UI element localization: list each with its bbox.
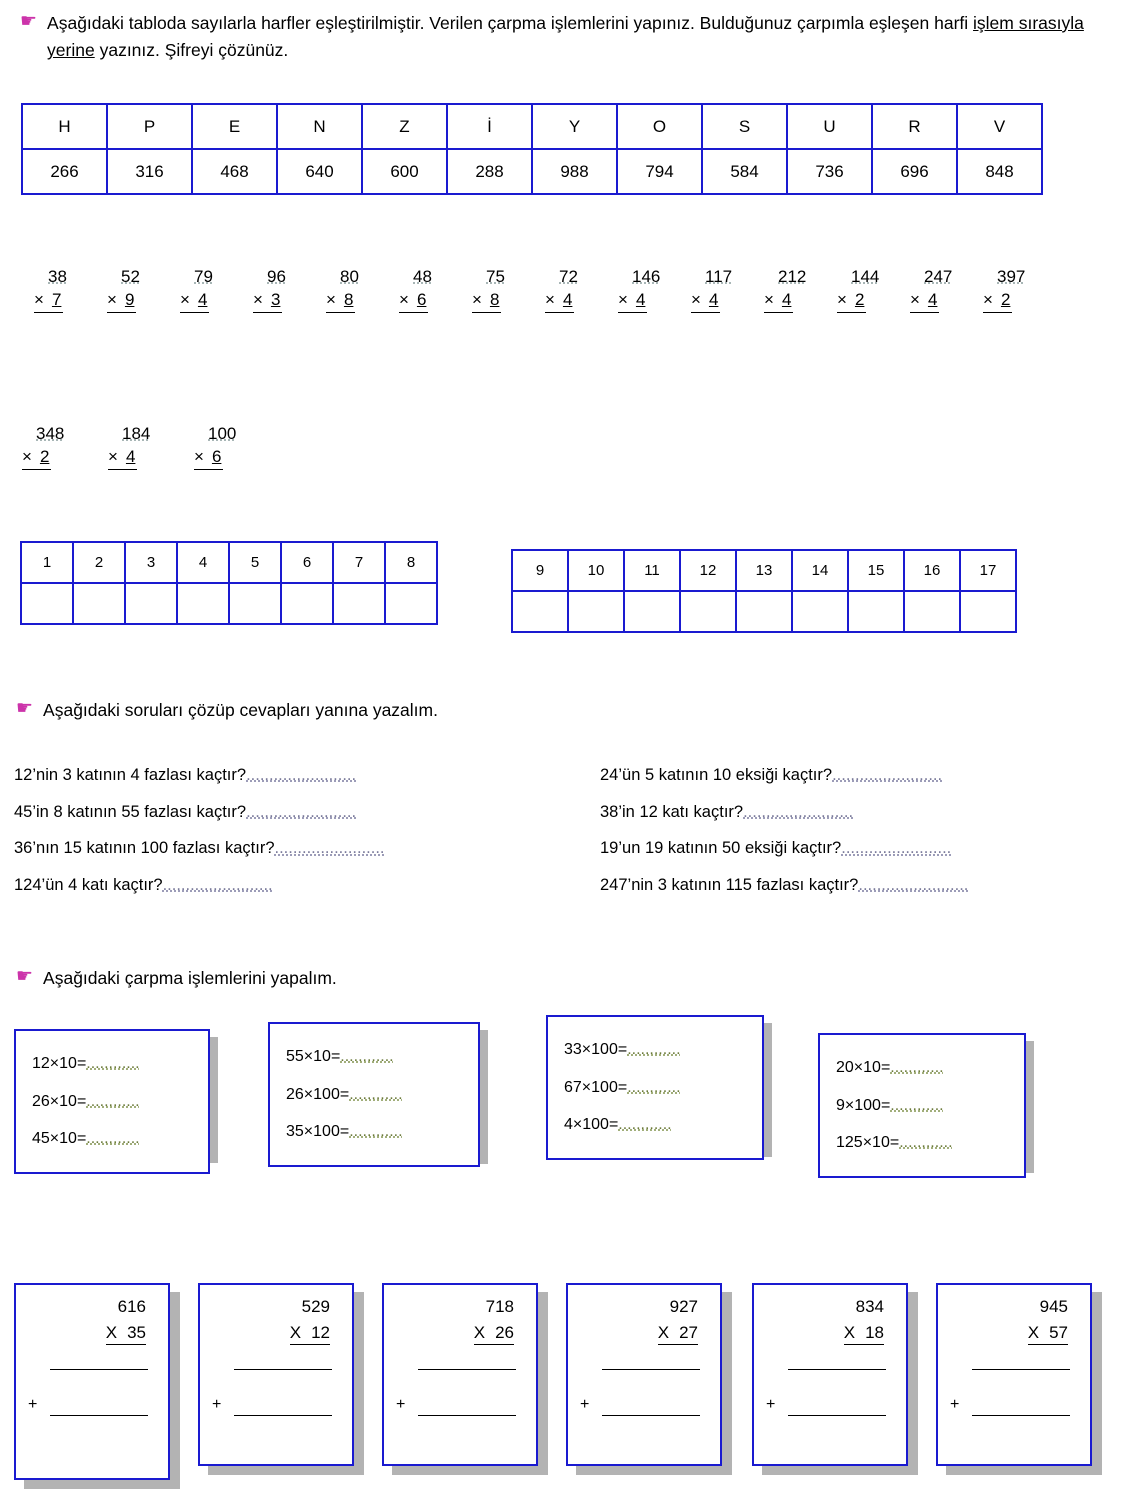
answer-grid-blank[interactable] [736, 591, 792, 632]
times-symbol: × [472, 289, 482, 309]
answer-grid-number: 5 [229, 542, 281, 583]
times-symbol: X [843, 1323, 856, 1342]
number-cell: 600 [362, 149, 447, 194]
multiplier: 6 [416, 289, 427, 309]
plus-symbol: + [212, 1396, 222, 1413]
multiplicand: 397 [997, 267, 1026, 286]
answer-grid-number: 11 [624, 550, 680, 591]
multiplicand: 52 [121, 267, 140, 286]
times-symbol: × [983, 289, 993, 309]
rule-line [234, 1415, 332, 1416]
multiplier-line [180, 289, 253, 313]
times-symbol: × [180, 289, 190, 309]
multiplicand: 38 [48, 267, 67, 286]
flag-icon: ☚ [20, 11, 38, 32]
multiplier: 4 [927, 289, 938, 309]
multiplier: 2 [39, 446, 50, 466]
plus-symbol: + [28, 1396, 38, 1413]
equation-text: 20×10= [836, 1059, 891, 1076]
answer-grid-blank[interactable] [73, 583, 125, 624]
equation-blank[interactable]: ............ [86, 1130, 140, 1148]
card-equation [286, 1076, 462, 1114]
times-symbol: × [618, 289, 628, 309]
equation-text: 33×100= [564, 1041, 628, 1058]
answer-grid-blank[interactable] [624, 591, 680, 632]
equation-blank[interactable]: ............ [349, 1123, 403, 1141]
answer-grid-number: 12 [680, 550, 736, 591]
plus-symbol: + [950, 1396, 960, 1413]
multiplication-problem [108, 423, 194, 470]
letter-cell: H [22, 104, 107, 149]
multiplier: 8 [489, 289, 500, 309]
equation-blank[interactable]: ............ [340, 1048, 394, 1065]
card-body-a [14, 1029, 210, 1174]
equation-blank[interactable]: ............ [890, 1059, 944, 1076]
equation-text: 9×100= [836, 1096, 891, 1114]
number-cell: 266 [22, 149, 107, 194]
answer-grid-number: 8 [385, 542, 437, 583]
question-line [600, 794, 968, 831]
rule-line [972, 1415, 1070, 1416]
times-symbol: X [105, 1323, 118, 1342]
multiplication-problem [326, 266, 399, 313]
multiplier-line [1028, 1323, 1068, 1345]
question-line [14, 867, 385, 904]
number-cell: 794 [617, 149, 702, 194]
question-text: 24’ün 5 katının 10 eksiği kaçtır? [600, 766, 833, 784]
answer-grid-blank[interactable] [568, 591, 624, 632]
answer-grid-number: 17 [960, 550, 1016, 591]
card-equation [564, 1031, 746, 1069]
multiplication-problem [764, 266, 837, 313]
multiplication-problem [472, 266, 545, 313]
letter-cell: P [107, 104, 192, 149]
multiplier: 8 [343, 289, 354, 309]
equation-text: 45×10= [32, 1130, 87, 1148]
multiplicand: 72 [559, 267, 578, 286]
answer-grid-blank[interactable] [229, 583, 281, 624]
multiplier-line [691, 289, 764, 313]
rule-line [602, 1415, 700, 1416]
card-equation [32, 1120, 192, 1158]
multiplier: 26 [495, 1323, 514, 1342]
answer-blank[interactable]: ........................ [246, 802, 357, 821]
letter-cell: R [872, 104, 957, 149]
multiplier: 12 [311, 1323, 330, 1342]
question-text: 38’in 12 katı kaçtır? [600, 802, 744, 821]
multiplier-line [910, 289, 983, 313]
letter-cell: V [957, 104, 1042, 149]
multiplicand: 80 [340, 267, 359, 286]
number-cell: 640 [277, 149, 362, 194]
rule-line [50, 1369, 148, 1370]
multiplication-problem [22, 423, 108, 470]
answer-blank[interactable]: ........................ [162, 875, 273, 894]
letter-cell: N [277, 104, 362, 149]
multiplier-line [474, 1323, 514, 1345]
multiplier-line [764, 289, 837, 313]
answer-grid-blank[interactable] [281, 583, 333, 624]
times-symbol: X [473, 1323, 486, 1342]
times-symbol: × [253, 289, 263, 309]
letter-cell: O [617, 104, 702, 149]
multiplicand: 96 [267, 267, 286, 286]
multiplication-problem [910, 266, 983, 313]
answer-grid-number: 3 [125, 542, 177, 583]
number-cell: 316 [107, 149, 192, 194]
card-equation [564, 1106, 746, 1144]
multiplier-line [194, 446, 280, 470]
card-equation [836, 1124, 1008, 1162]
equation-blank[interactable]: ............ [349, 1085, 403, 1103]
answer-grid-2-numbers [512, 550, 1016, 591]
letter-cell: Y [532, 104, 617, 149]
multiplication-card [268, 1022, 480, 1156]
question-text: 124’ün 4 katı kaçtır? [14, 875, 163, 894]
equation-text: 125×10= [836, 1134, 900, 1152]
plus-symbol: + [396, 1396, 406, 1413]
plus-symbol: + [766, 1396, 776, 1413]
multiplier: 4 [708, 289, 719, 309]
multiplier-line [837, 289, 910, 313]
table-row-numbers [22, 149, 1042, 194]
letter-cell: S [702, 104, 787, 149]
times-symbol: × [399, 289, 409, 309]
multiplier-line [399, 289, 472, 313]
times-symbol: × [326, 289, 336, 309]
multiplicand: 184 [122, 424, 151, 443]
intro-instruction-text [47, 10, 1095, 64]
equation-blank[interactable]: ............ [899, 1134, 953, 1152]
intro-text-underlined: işlem sırasıyla yerine [47, 13, 1084, 61]
card-equation [836, 1049, 1008, 1087]
letter-cell: İ [447, 104, 532, 149]
multiplicand: 616 [117, 1297, 146, 1316]
multiplier-line [618, 289, 691, 313]
answer-grid-number: 16 [904, 550, 960, 591]
multiplication-problem [180, 266, 253, 313]
multiplicand: 247 [924, 267, 953, 286]
long-multiplication-box [566, 1283, 722, 1466]
answer-blank[interactable]: ........................ [743, 802, 854, 821]
question-line [14, 830, 385, 867]
card-body-d [818, 1033, 1026, 1178]
answer-grid-number: 15 [848, 550, 904, 591]
question-text: 45’in 8 katının 55 fazlası kaçtır? [14, 802, 247, 821]
multiplier: 9 [124, 289, 135, 309]
answer-grid-number: 1 [21, 542, 73, 583]
equation-blank[interactable]: ............ [627, 1078, 681, 1096]
equation-blank[interactable]: ............ [86, 1055, 140, 1072]
number-cell: 584 [702, 149, 787, 194]
long-multiplication-box [936, 1283, 1092, 1466]
multiplier-line [108, 446, 194, 470]
equation-text: 35×100= [286, 1123, 350, 1141]
multiplicand: 718 [485, 1297, 514, 1316]
equation-text: 4×100= [564, 1116, 619, 1134]
multiplier: 18 [865, 1323, 884, 1342]
times-symbol: X [289, 1323, 302, 1342]
rule-line [418, 1415, 516, 1416]
equation-blank[interactable]: ............ [86, 1092, 140, 1110]
multiplicand: 146 [632, 267, 661, 286]
times-symbol: × [194, 446, 204, 466]
multiplier-line [34, 289, 107, 313]
card-equation [32, 1045, 192, 1083]
number-cell: 468 [192, 149, 277, 194]
card-equation [836, 1087, 1008, 1125]
multiplication-card [818, 1033, 1026, 1165]
long-multiplication-box [752, 1283, 908, 1466]
multiplier: 3 [270, 289, 281, 309]
answer-grid-2-blanks[interactable] [512, 591, 1016, 632]
long-multiplication-box [382, 1283, 538, 1466]
answer-blank[interactable]: ........................ [841, 839, 952, 858]
question-text: 19’un 19 katının 50 eksiği kaçtır? [600, 839, 842, 858]
multiplier-line [658, 1323, 698, 1345]
long-multiplication-box [14, 1283, 170, 1480]
answer-grid-blank[interactable] [21, 583, 73, 624]
long-mult-body-6 [936, 1283, 1092, 1466]
multiplication-card [14, 1029, 210, 1155]
question-line [14, 757, 385, 794]
answer-grid-number: 9 [512, 550, 568, 591]
question-line [600, 867, 968, 904]
multiplier: 4 [197, 289, 208, 309]
answer-grid-blank[interactable] [385, 583, 437, 624]
answer-grid-blank[interactable] [125, 583, 177, 624]
flag-icon: ☚ [16, 966, 34, 987]
number-cell: 696 [872, 149, 957, 194]
multiplicand: 75 [486, 267, 505, 286]
multiplier-line [106, 1323, 146, 1345]
multiplier-line [472, 289, 545, 313]
answer-blank[interactable]: ........................ [832, 766, 943, 784]
multiplication-problem [107, 266, 180, 313]
flag-icon: ☚ [16, 698, 34, 719]
multiplication-problem [34, 266, 107, 313]
equation-blank[interactable]: ............ [890, 1096, 944, 1114]
letter-cell: E [192, 104, 277, 149]
equation-text: 26×100= [286, 1085, 350, 1103]
section2-instruction [16, 697, 716, 724]
answer-grid-number: 2 [73, 542, 125, 583]
card-equation [286, 1113, 462, 1151]
answer-grid-1-blanks[interactable] [21, 583, 437, 624]
long-mult-body-4 [566, 1283, 722, 1466]
long-mult-body-5 [752, 1283, 908, 1466]
long-mult-body-3 [382, 1283, 538, 1466]
times-symbol: × [691, 289, 701, 309]
card-body-c [546, 1015, 764, 1160]
answer-grid-1-numbers [21, 542, 437, 583]
letter-cell: U [787, 104, 872, 149]
multiplier-line [326, 289, 399, 313]
card-body-b [268, 1022, 480, 1167]
multiplication-row-1 [34, 266, 1056, 313]
times-symbol: × [107, 289, 117, 309]
multiplier-line [107, 289, 180, 313]
section2-instruction-text: Aşağıdaki soruları çözüp cevapları yanına yazalım. [43, 700, 438, 720]
multiplication-card [546, 1015, 764, 1149]
times-symbol: × [764, 289, 774, 309]
number-cell: 988 [532, 149, 617, 194]
question-column-left [14, 757, 385, 904]
times-symbol: × [545, 289, 555, 309]
multiplication-problem [253, 266, 326, 313]
times-symbol: × [22, 446, 32, 466]
multiplicand: 48 [413, 267, 432, 286]
answer-grid-blank[interactable] [960, 591, 1016, 632]
multiplier-line [983, 289, 1056, 313]
times-symbol: × [837, 289, 847, 309]
multiplication-row-2 [22, 423, 280, 470]
intro-text-part1: Aşağıdaki tabloda sayılarla harfler eşleştirilmiştir. Verilen çarpma işlemlerini yapınız. Bulduğunuz çarpımla eşleşen harfi [47, 13, 974, 33]
long-mult-body-1 [14, 1283, 170, 1480]
table-row-letters [22, 104, 1042, 149]
answer-grid-2[interactable] [511, 549, 1017, 633]
equation-text: 55×10= [286, 1048, 341, 1065]
answer-blank[interactable]: ........................ [246, 766, 357, 784]
question-line [600, 757, 968, 794]
rule-line [234, 1369, 332, 1370]
equation-blank[interactable]: ............ [618, 1116, 672, 1134]
multiplier-line [253, 289, 326, 313]
multiplicand: 529 [301, 1297, 330, 1316]
number-cell: 736 [787, 149, 872, 194]
multiplier: 7 [51, 289, 62, 309]
rule-line [788, 1415, 886, 1416]
answer-blank[interactable]: ........................ [274, 839, 385, 858]
multiplier: 2 [1000, 289, 1011, 309]
times-symbol: X [657, 1323, 670, 1342]
long-mult-body-2 [198, 1283, 354, 1466]
intro-text-part2: yazınız. Şifreyi çözünüz. [94, 40, 289, 61]
multiplier: 35 [127, 1323, 146, 1342]
multiplicand: 100 [208, 424, 237, 443]
equation-text: 12×10= [32, 1055, 87, 1072]
answer-grid-blank[interactable] [512, 591, 568, 632]
rule-line [602, 1369, 700, 1370]
multiplier-line [290, 1323, 330, 1345]
question-line [600, 830, 968, 867]
answer-grid-number: 14 [792, 550, 848, 591]
answer-grid-number: 6 [281, 542, 333, 583]
multiplication-problem [194, 423, 280, 470]
rule-line [788, 1369, 886, 1370]
letter-number-table [21, 103, 1043, 195]
multiplication-problem [691, 266, 764, 313]
multiplier: 6 [211, 446, 222, 466]
multiplier: 4 [125, 446, 136, 466]
multiplication-problem [837, 266, 910, 313]
multiplier: 4 [635, 289, 646, 309]
multiplicand: 144 [851, 267, 880, 286]
answer-grid-number: 13 [736, 550, 792, 591]
card-equation [286, 1038, 462, 1076]
letter-cell: Z [362, 104, 447, 149]
times-symbol: × [34, 289, 44, 309]
rule-line [972, 1369, 1070, 1370]
answer-grid-blank[interactable] [680, 591, 736, 632]
multiplication-problem [399, 266, 472, 313]
multiplicand: 212 [778, 267, 807, 286]
times-symbol: × [108, 446, 118, 466]
multiplicand: 79 [194, 267, 213, 286]
answer-grid-number: 7 [333, 542, 385, 583]
multiplicand: 945 [1039, 1297, 1068, 1316]
times-symbol: X [1027, 1323, 1040, 1342]
answer-blank[interactable]: ........................ [858, 875, 969, 894]
plus-symbol: + [580, 1396, 590, 1413]
multiplier: 2 [854, 289, 865, 309]
equation-text: 26×10= [32, 1092, 87, 1110]
card-equation [564, 1069, 746, 1107]
multiplier-line [844, 1323, 884, 1345]
multiplication-problem [618, 266, 691, 313]
intro-instruction [20, 10, 1095, 64]
multiplier-line [22, 446, 108, 470]
question-column-right [600, 757, 968, 904]
answer-grid-blank[interactable] [904, 591, 960, 632]
long-multiplication-box [198, 1283, 354, 1466]
answer-grid-number: 4 [177, 542, 229, 583]
multiplier: 4 [781, 289, 792, 309]
rule-line [418, 1369, 516, 1370]
question-line [14, 794, 385, 831]
multiplicand: 348 [36, 424, 65, 443]
answer-grid-blank[interactable] [848, 591, 904, 632]
card-equation [32, 1083, 192, 1121]
multiplier: 27 [679, 1323, 698, 1342]
answer-grid-1[interactable] [20, 541, 438, 625]
number-cell: 848 [957, 149, 1042, 194]
question-text: 247’nin 3 katının 115 fazlası kaçtır? [600, 875, 859, 894]
equation-text: 67×100= [564, 1078, 628, 1096]
multiplier: 4 [562, 289, 573, 309]
multiplier: 57 [1049, 1323, 1068, 1342]
equation-blank[interactable]: ............ [627, 1041, 681, 1058]
section3-instruction [16, 965, 716, 992]
multiplicand: 834 [855, 1297, 884, 1316]
answer-grid-blank[interactable] [333, 583, 385, 624]
rule-line [50, 1415, 148, 1416]
answer-grid-number: 10 [568, 550, 624, 591]
section3-instruction-text: Aşağıdaki çarpma işlemlerini yapalım. [43, 968, 337, 988]
answer-grid-blank[interactable] [792, 591, 848, 632]
question-text: 36’nın 15 katının 100 fazlası kaçtır? [14, 839, 275, 858]
multiplier-line [545, 289, 618, 313]
number-cell: 288 [447, 149, 532, 194]
answer-grid-blank[interactable] [177, 583, 229, 624]
multiplication-problem [983, 266, 1056, 313]
multiplicand: 927 [669, 1297, 698, 1316]
multiplication-problem [545, 266, 618, 313]
question-text: 12’nin 3 katının 4 fazlası kaçtır? [14, 766, 247, 784]
multiplicand: 117 [705, 267, 733, 286]
times-symbol: × [910, 289, 920, 309]
